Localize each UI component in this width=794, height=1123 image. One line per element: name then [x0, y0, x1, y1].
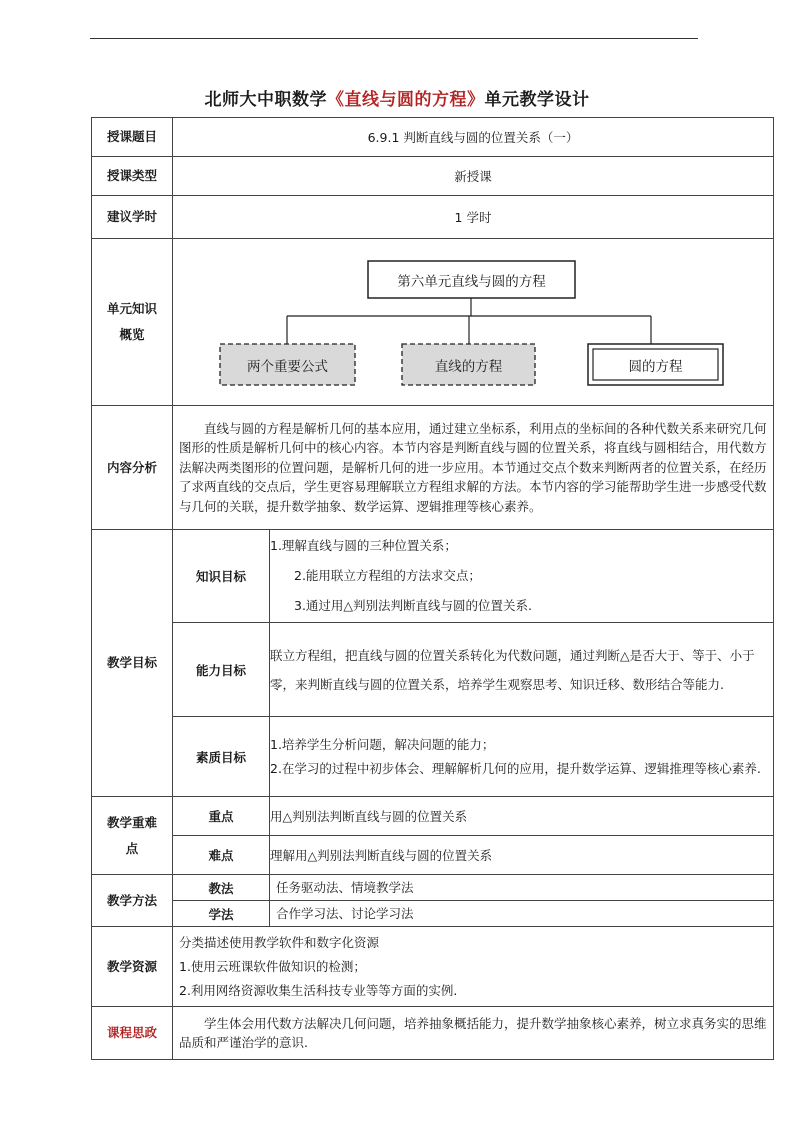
lesson-design-table — [91, 117, 774, 1060]
resources-cell — [173, 927, 774, 1007]
quality-goal-cell — [270, 717, 774, 797]
header-rule — [90, 38, 698, 39]
knowledge-goal-item-3: 3.通过用△判别法判断直线与圆的位置关系. — [294, 598, 533, 613]
row-analysis — [92, 406, 774, 530]
row-resources — [92, 927, 774, 1007]
row-topic — [92, 118, 774, 157]
difficulty-text: 理解用△判别法判断直线与圆的位置关系 — [270, 836, 774, 875]
label-ideology: 课程思政 — [92, 1007, 173, 1060]
label-keypoints-line2: 点 — [125, 840, 139, 856]
label-topic: 授课题目 — [92, 118, 173, 157]
row-goal-quality — [92, 717, 774, 797]
label-goals: 教学目标 — [92, 530, 173, 797]
analysis-text: 直线与圆的方程是解析几何的基本应用，通过建立坐标系，利用点的坐标间的各种代数关系来研究几何图形的性质是解析几何中的核心内容。本节内容是判断直线与圆的位置关系，将直线与圆相结合，用代数方法解决两类图形的位置问题，是解析几何的进一步应用。本节通过交点个数来判断两者的位置关系，在经历了求两直线的交点后，学生更容易理解联立方程组求解的方法。本节内容的学习能帮助学生进一步感受代数与几何的关联，提升数学抽象、数学运算、逻辑推理等核心素养。 — [179, 420, 767, 514]
resources-item-0: 分类描述使用教学软件和数字化资源 — [179, 934, 380, 950]
ability-goal-text: 联立方程组，把直线与圆的位置关系转化为代数问题，通过判断△是否大于、等于、小于零，来判断直线与圆的位置关系，培养学生观察思考、知识迁移、数形结合等能力. — [270, 623, 774, 717]
label-overview — [92, 239, 173, 406]
label-learn-method: 学法 — [173, 901, 270, 927]
label-knowledge-goal: 知识目标 — [173, 530, 270, 623]
ideology-text: 学生体会用代数方法解决几何问题，培养抽象概括能力，提升数学抽象核心素养，树立求真务实的思维品质和严谨治学的意识. — [179, 1015, 767, 1050]
unit-knowledge-diagram — [173, 239, 773, 405]
title-suffix: 单元教学设计 — [484, 90, 590, 110]
resources-item-2: 2.利用网络资源收集生活科技专业等等方面的实例. — [179, 982, 458, 998]
label-difficulty: 难点 — [173, 836, 270, 875]
label-type: 授课类型 — [92, 157, 173, 196]
row-ideology — [92, 1007, 774, 1060]
row-type — [92, 157, 774, 196]
row-difficulty — [92, 836, 774, 875]
row-overview — [92, 239, 774, 406]
quality-goal-item-1: 1.培养学生分析问题，解决问题的能力； — [270, 736, 495, 752]
row-teach-method — [92, 875, 774, 901]
quality-goal-item-2: 2.在学习的过程中初步体会、理解解析几何的应用，提升数学运算、逻辑推理等核心素养. — [270, 760, 761, 776]
child-label-circle-equation: 圆的方程 — [628, 359, 683, 375]
row-goal-knowledge — [92, 530, 774, 623]
root-box-label: 第六单元直线与圆的方程 — [397, 274, 546, 290]
title-prefix: 北师大中职数学 — [204, 90, 327, 110]
value-hours: 1 学时 — [173, 196, 774, 239]
analysis-cell — [173, 406, 774, 530]
knowledge-goal-item-2: 2.能用联立方程组的方法求交点； — [294, 568, 481, 583]
key-point-text: 用△判别法判断直线与圆的位置关系 — [270, 797, 774, 836]
label-overview-line1: 单元知识 — [106, 301, 157, 316]
child-label-formulas: 两个重要公式 — [247, 359, 328, 375]
label-methods: 教学方法 — [92, 875, 173, 927]
diagram-svg — [173, 239, 773, 405]
label-overview-line2: 概览 — [119, 327, 145, 342]
learn-method-text: 合作学习法、讨论学习法 — [270, 901, 774, 927]
overview-diagram-cell — [173, 239, 774, 406]
label-hours: 建议学时 — [92, 196, 173, 239]
value-topic: 6.9.1 判断直线与圆的位置关系（一） — [173, 118, 774, 157]
title-highlight: 《直线与圆的方程》 — [327, 90, 485, 110]
row-hours — [92, 196, 774, 239]
row-keypoint — [92, 797, 774, 836]
label-analysis: 内容分析 — [92, 406, 173, 530]
ideology-cell — [173, 1007, 774, 1060]
knowledge-goal-item-1: 1.理解直线与圆的三种位置关系； — [270, 538, 457, 553]
label-teach-method: 教法 — [173, 875, 270, 901]
label-quality-goal: 素质目标 — [173, 717, 270, 797]
label-ability-goal: 能力目标 — [173, 623, 270, 717]
label-key-point: 重点 — [173, 797, 270, 836]
child-label-line-equation: 直线的方程 — [434, 359, 503, 375]
resources-item-1: 1.使用云班课软件做知识的检测； — [179, 958, 366, 974]
label-keypoints-line1: 教学重难 — [106, 814, 157, 830]
document-title — [0, 85, 794, 110]
teach-method-text: 任务驱动法、情境教学法 — [270, 875, 774, 901]
value-type: 新授课 — [173, 157, 774, 196]
label-resources: 教学资源 — [92, 927, 173, 1007]
knowledge-goal-cell — [270, 530, 774, 623]
row-goal-ability — [92, 623, 774, 717]
label-keypoints — [92, 797, 173, 875]
row-learn-method — [92, 901, 774, 927]
